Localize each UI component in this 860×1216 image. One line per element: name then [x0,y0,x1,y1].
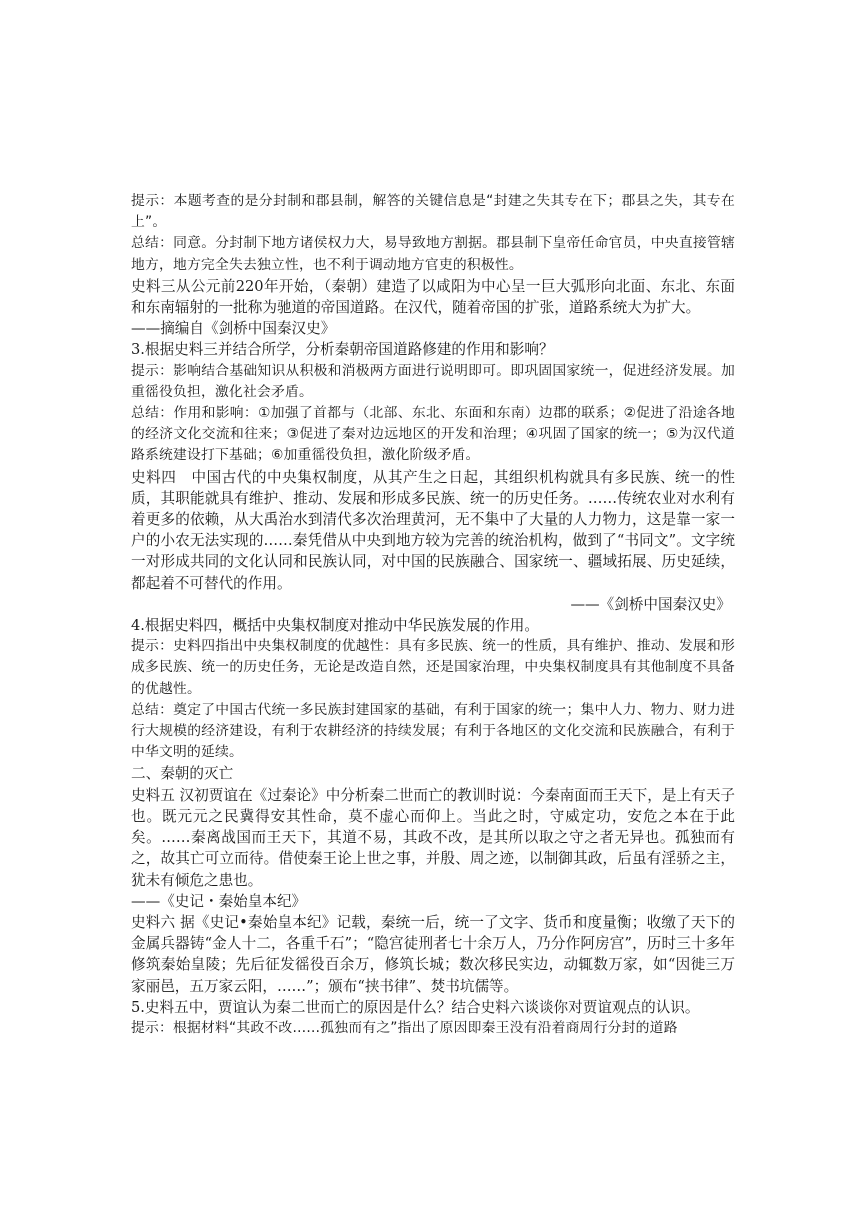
hint-four-paragraph: 提示：史料四指出中央集权制度的优越性：具有多民族、统一的性质，具有维护、推动、发展和形成多民族、统一的历史任务，无论是改造自然，还是国家治理，中央集权制度具有其他制度不具备的优越性。 [131,638,735,697]
source-three-reference: ——摘编自《剑桥中国秦汉史》 [131,320,336,338]
summary-paragraph: 总结：同意。分封制下地方诸侯权力大，易导致地方割据。郡县制下皇帝任命官员，中央直接管辖地方，地方完全失去独立性，也不利于调动地方官吏的积极性。 [131,235,735,273]
hint-paragraph: 提示：本题考查的是分封制和郡县制，解答的关键信息是“封建之失其专在下；郡县之失，其专在上”。 [131,193,735,231]
source-four-reference: ——《剑桥中国秦汉史》 [570,595,731,613]
source-three-paragraph: 史料三从公元前220年开始，（秦朝）建造了以咸阳为中心呈一巨大弧形向北面、东北、东面和东南辐射的一批称为驰道的帝国道路。在汉代，随着帝国的扩张，道路系统大为扩大。 [131,277,735,317]
section-heading: 二、秦朝的灭亡 [131,765,234,783]
hint-three-paragraph: 提示：影响结合基础知识从积极和消极两方面进行说明即可。即巩固国家统一，促进经济发展。加重徭役负担，激化社会矛盾。 [131,362,735,400]
question-four: 4.根据史料四，概括中央集权制度对推动中华民族发展的作用。 [131,617,539,635]
question-three: 3.根据史料三并结合所学，分析秦朝帝国道路修建的作用和影响？ [131,341,554,359]
question-five: 5.史料五中，贾谊认为秦二世而亡的原因是什么？结合史料六谈谈你对贾谊观点的认识。 [131,998,700,1016]
summary-four-paragraph: 总结：奠定了中国古代统一多民族封建国家的基础，有利于国家的统一；集中人力、物力、财力进行大规模的经济建设，有利于农耕经济的持续发展；有利于各地区的文化交流和民族融合，有利于中华文明的延续。 [131,701,735,761]
hint-five-paragraph: 提示：根据材料“其政不改……孤独而有之”指出了原因即秦王没有沿着商周行分封的道路 [131,1019,678,1036]
source-six-paragraph: 史料六 据《史记•秦始皇本纪》记载，秦统一后，统一了文字、货币和度量衡；收缴了天下的金属兵器铸“金人十二，各重千石”；“隐宫徒刑者七十余万人，乃分作阿房宫”，历时三十多年修筑秦始皇陵；先后征发徭役百余万，修筑长城；数次移民实边，动辄数万家，如“因徙三万家丽邑，五万家云阳，……”；颁布“挟书律”、焚书坑儒等。 [131,913,735,995]
summary-three-paragraph: 总结：作用和影响：①加强了首都与（北部、东北、东面和东南）边郡的联系；②促进了沿途各地的经济文化交流和往来；③促进了秦对边远地区的开发和治理；④巩固了国家的统一；⑤为汉代道路系统建设打下基础；⑥加重徭役负担，激化阶级矛盾。 [131,405,735,464]
source-four-paragraph: 史料四 中国古代的中央集权制度，从其产生之日起，其组织机构就具有多民族、统一的性质，其职能就具有维护、推动、发展和形成多民族、统一的历史任务。……传统农业对水利有着更多的依赖，从大禹治水到清代多次治理黄河，无不集中了大量的人力物力，这是靠一家一户的小农无法实现的……秦凭借从中央到地方较为完善的统治机构，做到了“书同文”。文字统一对形成共同的文化认同和民族认同，对中国的民族融合、国家统一、疆域拓展、历史延续，都起着不可替代的作用。 [131,468,735,592]
source-five-reference: ——《史记・秦始皇本纪》 [131,892,307,910]
document-page [131,191,735,1039]
source-five-paragraph: 史料五 汉初贾谊在《过秦论》中分析秦二世而亡的教训时说：今秦南面而王天下，是上有天子也。既元元之民冀得安其性命，莫不虚心而仰上。当此之时，守威定功，安危之本在于此矣。……秦离战国而王天下，其道不易，其政不改，是其所以取之守之者无异也。孤独而有之，故其亡可立而待。借使秦王论上世之事，并殷、周之迹，以制御其政，后虽有淫骄之主，犹未有倾危之患也。 [131,786,735,889]
